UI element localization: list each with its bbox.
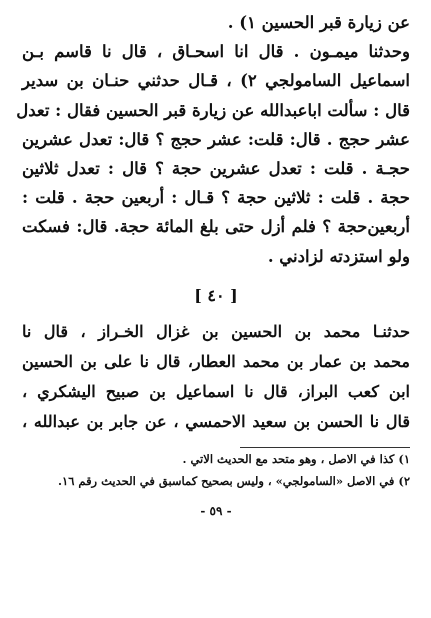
hadith-text-block — [16, 8, 411, 271]
text-line: اسماعيل السامولجي ٢) ، قـال حدثني حنـان بن سدير — [22, 71, 411, 91]
footnotes — [22, 448, 410, 492]
text-line: ولو استزدته لزادني . — [267, 246, 410, 266]
footnote: ١) كذا في الاصل ، وهو متحد مع الحديث الاتي . — [182, 451, 410, 466]
text-line: حدثنـا محمد بن الحسين بن غزال الخـراز ، قال نا — [22, 321, 410, 341]
text-line: عن زيارة قبر الحسين ١) . — [227, 13, 410, 32]
text-line: قال نا الحسن بن سعيد الاحمسي ، عن جابر بن عبدالله ، — [22, 411, 410, 431]
text-line: عشر حجج . قال: قلت: عشر حجج ؟ قال: تعدل عشرين — [22, 129, 410, 149]
text-line: محمد بن عمار بن محمد العطار، قال نا على بن الحسين — [22, 351, 410, 371]
footnote: ٢) في الاصل «السامولجي» ، وليس بصحيح كماسبق في الحديث رقم ١٦. — [58, 473, 410, 488]
text-line: أربعين‌حجة ؟ فلم أزل حتى بلغ المائة حجة. قال: فسكت — [22, 217, 410, 237]
text-line: حجة . قلت : ثلاثين حجة ؟ قـال : أربعين حجة . قلت : — [22, 188, 410, 208]
text-line: وحدثنا ميمـون . قال انا اسحـاق ، قال نا قاسم بـن — [22, 42, 410, 62]
text-line: حجـة . قلت : تعدل عشرين حجة ؟ قال : تعدل ثلاثين — [22, 158, 410, 178]
text-line: قال : سألت اباعبدالله عن زيارة قبر الحسين فقال : تعدل — [16, 100, 410, 120]
page-number: - ٥٩ - — [200, 503, 232, 518]
hadith-number-heading: [ ٤٠ ] — [194, 285, 238, 305]
hadith-text-block-2 — [22, 317, 410, 437]
text-line: ابن كعب البراز، قال نا اسماعيل بن صبيح اليشكري ، — [22, 381, 410, 401]
page-content — [16, 8, 411, 518]
